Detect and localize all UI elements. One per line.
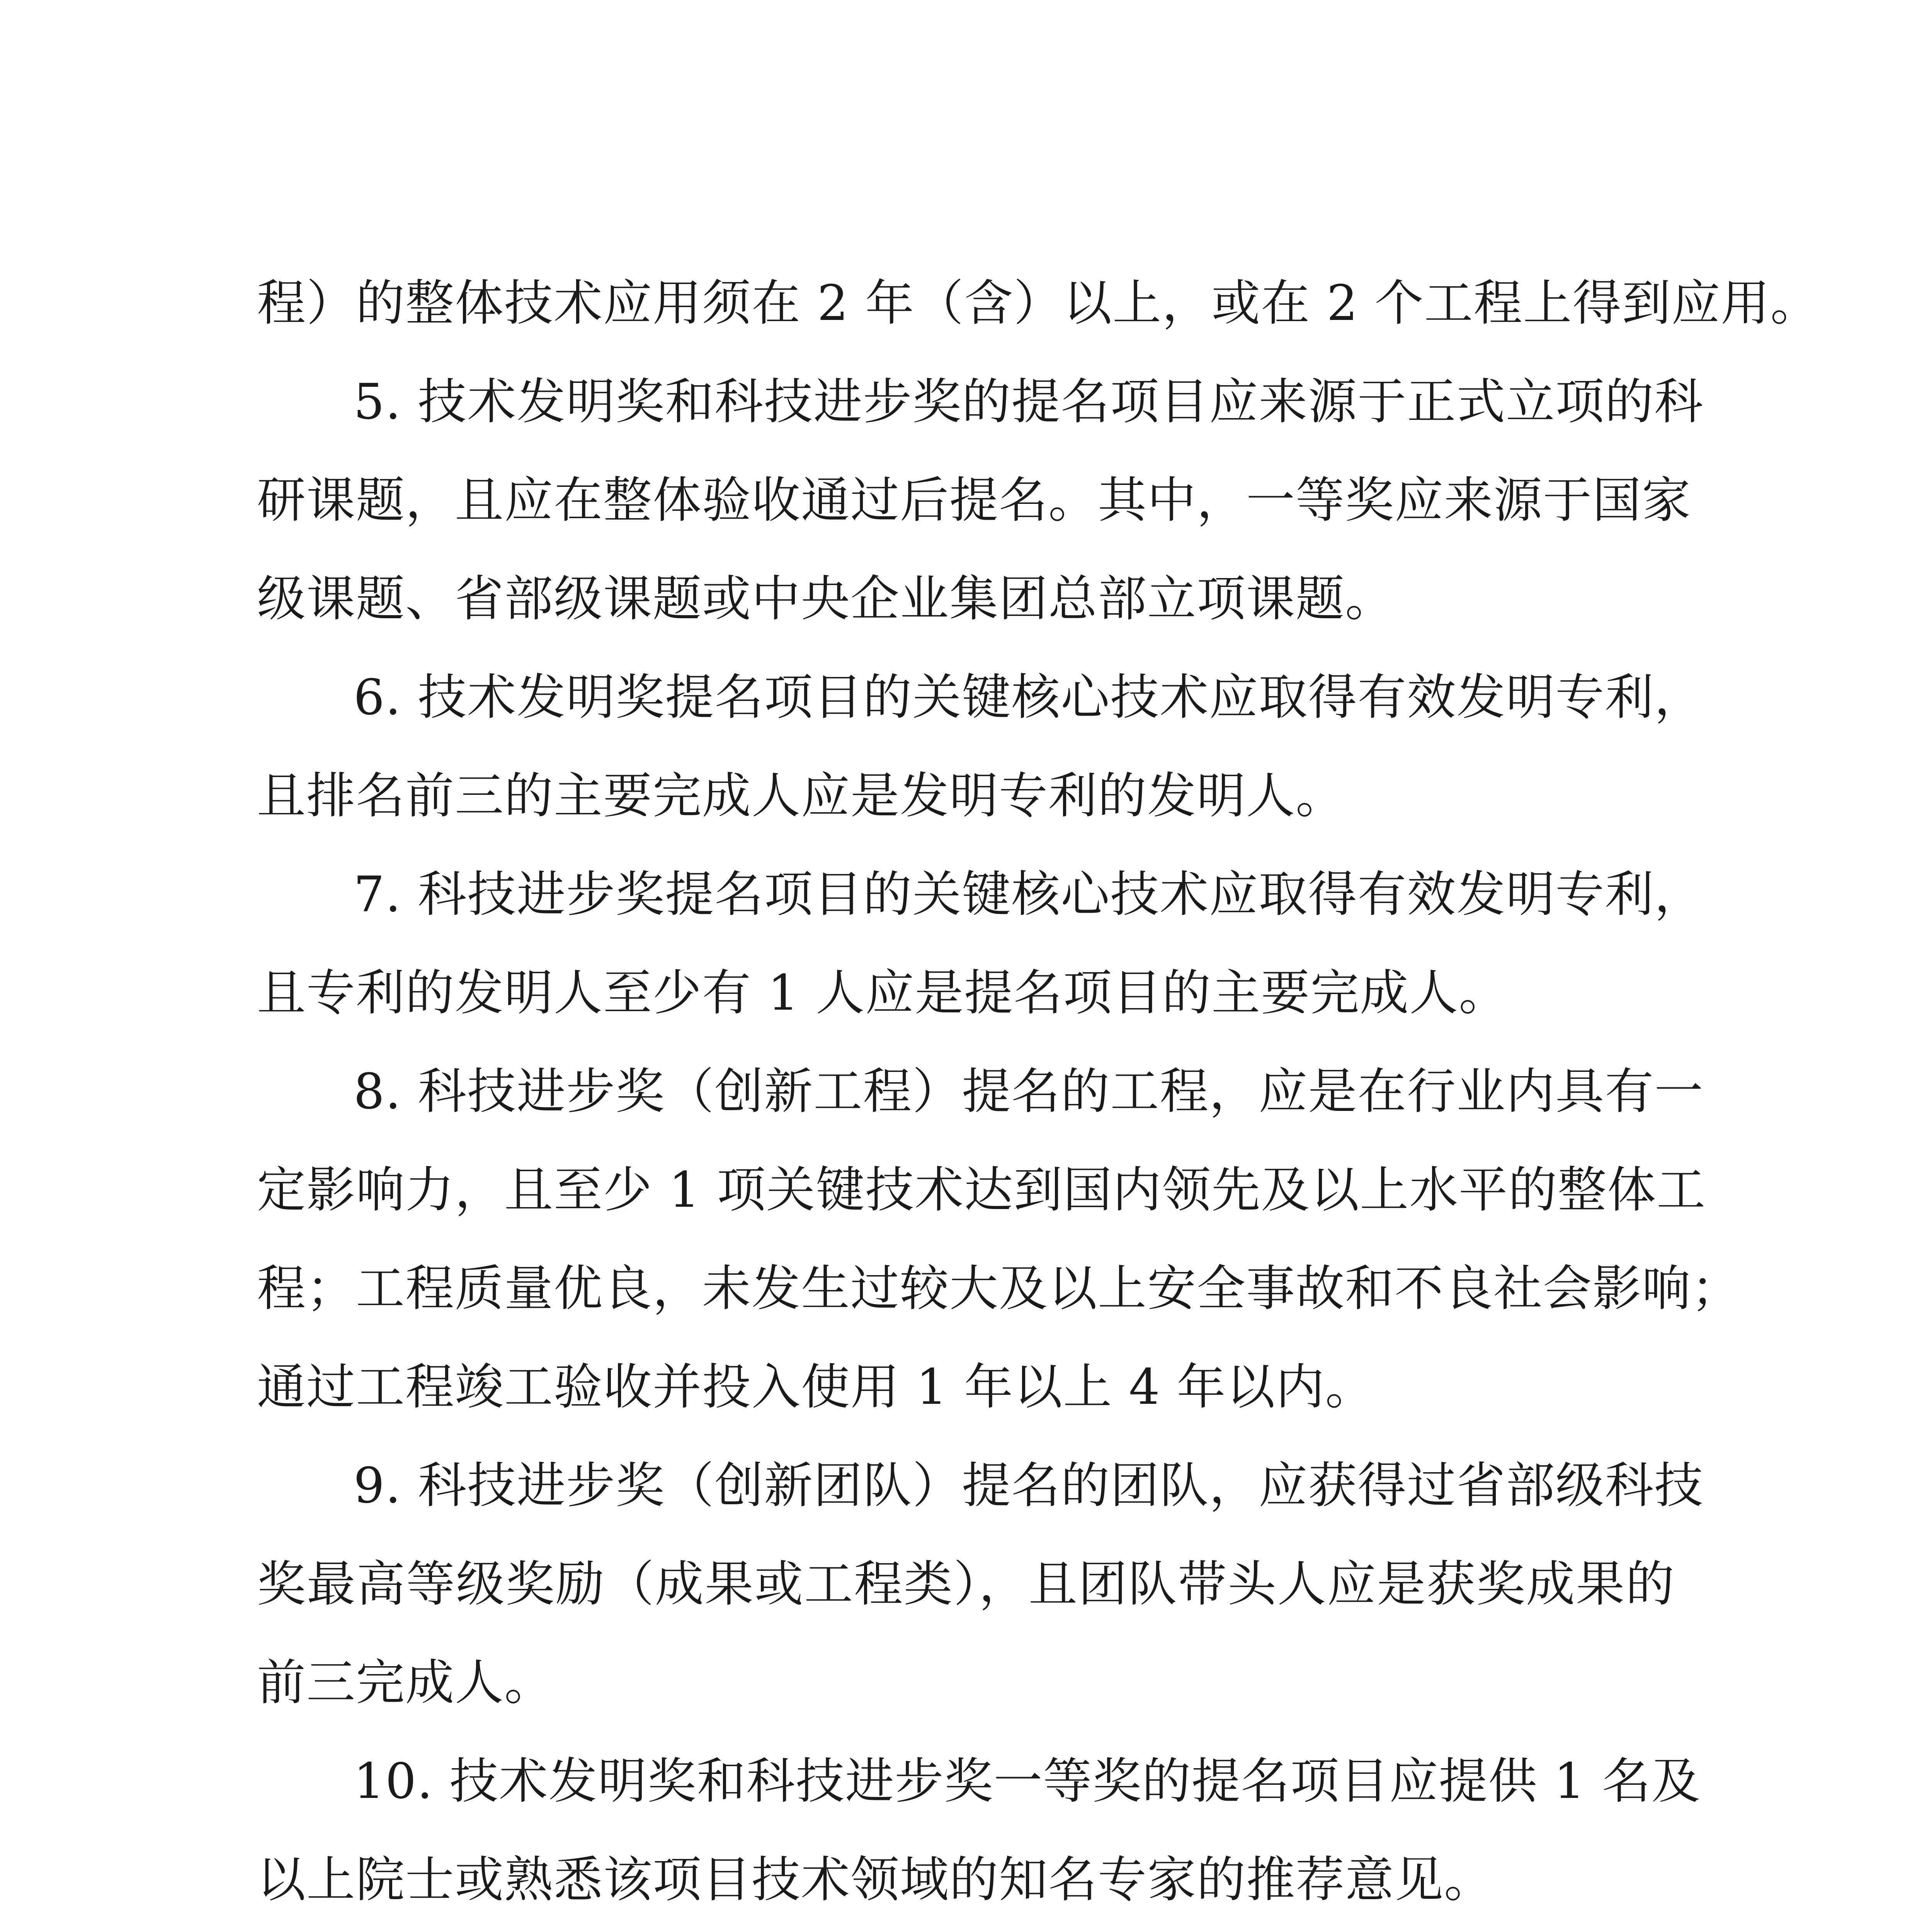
paragraph-9-line: 奖最高等级奖励（成果或工程类），且团队带头人应是获奖成果的 bbox=[257, 1556, 1675, 1612]
paragraph-6-line: 6. 技术发明奖提名项目的关键核心技术应取得有效发明专利， bbox=[354, 669, 1704, 726]
paragraph-10-line: 以上院士或熟悉该项目技术领域的知名专家的推荐意见。 bbox=[257, 1851, 1493, 1908]
paragraph-6-line: 且排名前三的主要完成人应是发明专利的发明人。 bbox=[257, 767, 1345, 824]
paragraph-5-line: 研课题，且应在整体验收通过后提名。其中，一等奖应来源于国家 bbox=[257, 472, 1691, 529]
paragraph-9-line: 前三完成人。 bbox=[257, 1654, 554, 1711]
paragraph-8-line: 8. 科技进步奖（创新工程）提名的工程，应是在行业内具有一 bbox=[354, 1063, 1704, 1120]
paragraph-8-line: 程；工程质量优良，未发生过较大及以上安全事故和不良社会影响； bbox=[257, 1260, 1741, 1317]
paragraph-7-line: 7. 科技进步奖提名项目的关键核心技术应取得有效发明专利， bbox=[354, 866, 1704, 923]
paragraph-9-line: 9. 科技进步奖（创新团队）提名的团队，应获得过省部级科技 bbox=[354, 1457, 1704, 1514]
paragraph-11-line bbox=[354, 1930, 1675, 1932]
paragraph-5-line: 级课题、省部级课题或中央企业集团总部立项课题。 bbox=[257, 570, 1395, 627]
body-line: 程）的整体技术应用须在 2 年（含）以上，或在 2 个工程上得到应用。 bbox=[257, 275, 1820, 332]
paragraph-8-line: 定影响力，且至少 1 项关键技术达到国内领先及以上水平的整体工 bbox=[257, 1162, 1706, 1218]
paragraph-10-line: 10. 技术发明奖和科技进步奖一等奖的提名项目应提供 1 名及 bbox=[354, 1753, 1701, 1810]
paragraph-8-line: 通过工程竣工验收并投入使用 1 年以上 4 年以内。 bbox=[257, 1359, 1375, 1415]
paragraph-5-line: 5. 技术发明奖和科技进步奖的提名项目应来源于正式立项的科 bbox=[354, 373, 1704, 430]
paragraph-7-line: 且专利的发明人至少有 1 人应是提名项目的主要完成人。 bbox=[257, 964, 1509, 1021]
